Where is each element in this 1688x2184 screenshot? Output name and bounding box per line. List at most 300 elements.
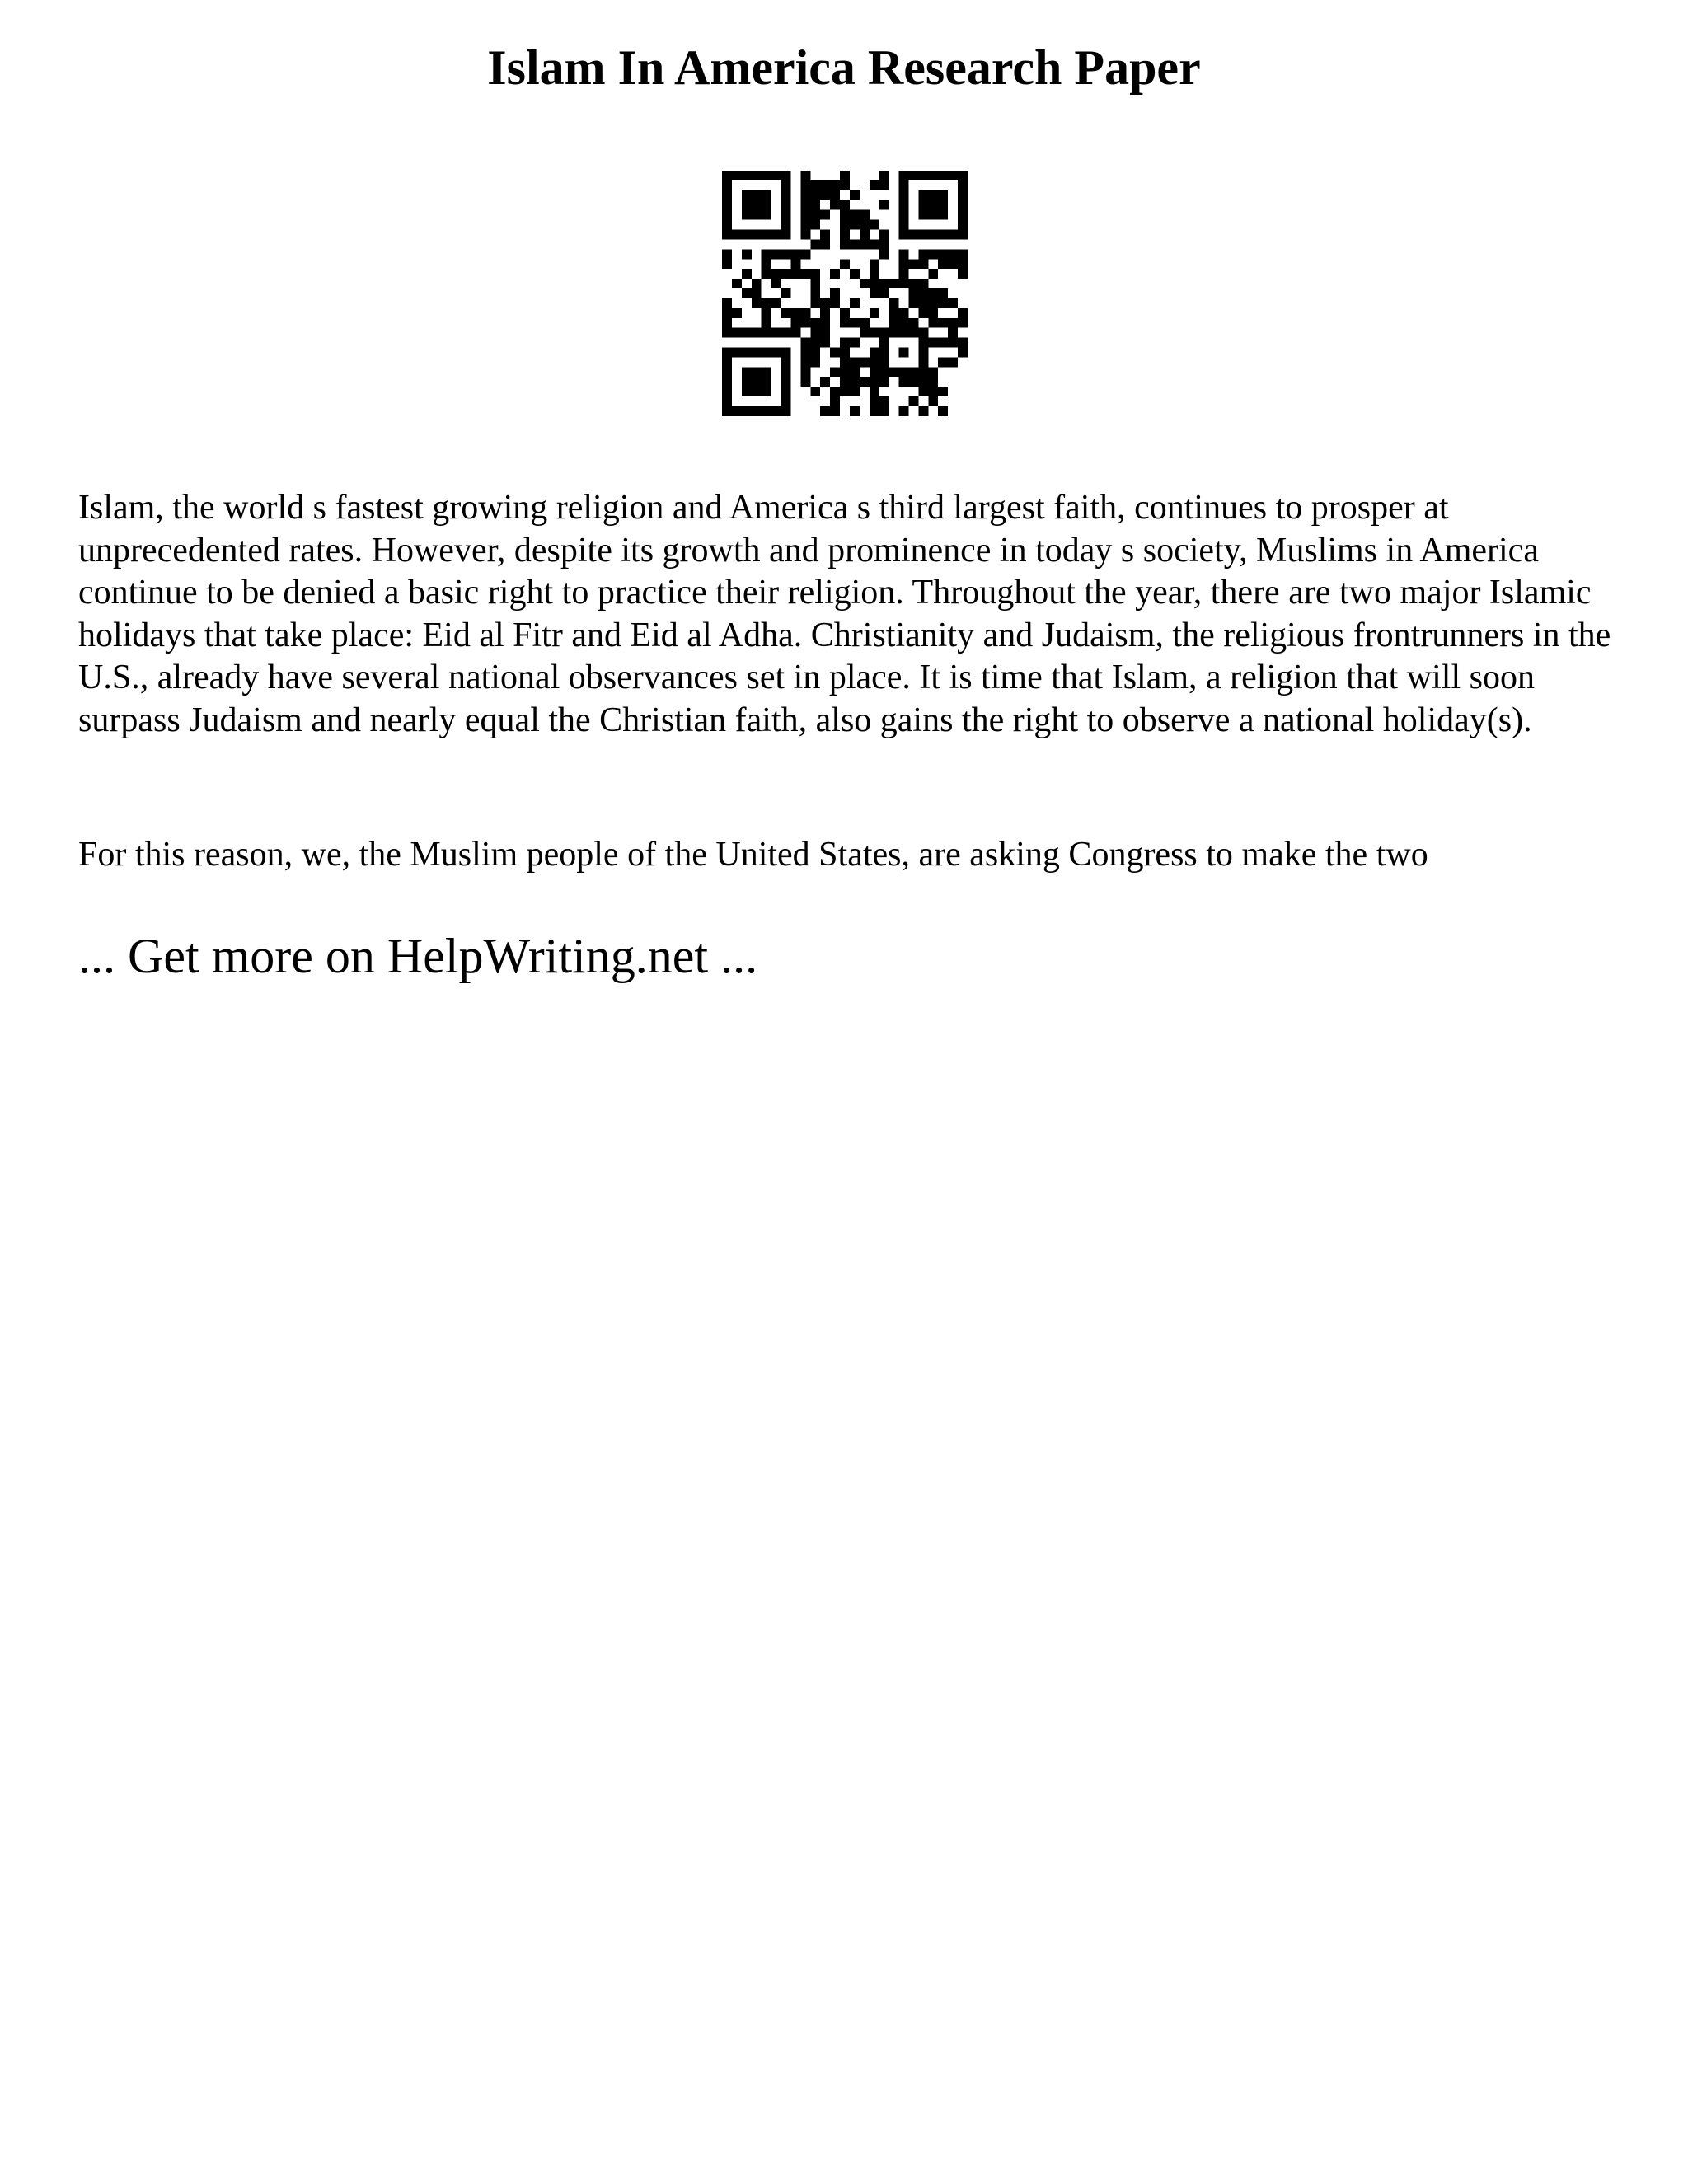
qr-module: [938, 288, 948, 298]
qr-module: [830, 269, 840, 279]
qr-module: [840, 171, 850, 180]
qr-module: [908, 279, 918, 288]
qr-module: [840, 387, 850, 396]
qr-module: [899, 269, 909, 279]
qr-module: [928, 377, 938, 387]
qr-module: [820, 318, 830, 328]
qr-module: [810, 190, 820, 200]
qr-module: [840, 318, 850, 328]
qr-module: [879, 328, 889, 338]
qr-module: [908, 288, 918, 298]
qr-module: [800, 200, 810, 210]
qr-module: [810, 200, 820, 210]
qr-module: [879, 396, 889, 406]
qr-module: [870, 269, 879, 279]
qr-module: [820, 210, 830, 220]
qr-module: [889, 328, 899, 338]
qr-module: [918, 338, 928, 348]
qr-module: [830, 190, 840, 200]
qr-module: [928, 338, 938, 348]
qr-module: [908, 396, 918, 406]
qr-module: [722, 406, 732, 416]
qr-module: [820, 338, 830, 348]
qr-module: [899, 279, 909, 288]
qr-module: [762, 269, 771, 279]
qr-module: [722, 230, 732, 240]
qr-module: [762, 328, 771, 338]
qr-module: [752, 298, 762, 308]
qr-module: [771, 249, 781, 259]
qr-module: [800, 180, 810, 190]
qr-module: [840, 180, 850, 190]
qr-module: [928, 367, 938, 377]
qr-module: [918, 387, 928, 396]
body-paragraph-2: For this reason, we, the Muslim people of the United States, are asking Congress to make the two: [78, 836, 1428, 874]
qr-module: [742, 406, 752, 416]
qr-module: [762, 308, 771, 318]
qr-module: [938, 318, 948, 328]
qr-module: [810, 269, 820, 279]
qr-module: [908, 318, 918, 328]
qr-module: [800, 348, 810, 358]
qr-module: [820, 239, 830, 249]
qr-module: [722, 387, 732, 396]
qr-module: [820, 308, 830, 318]
qr-module: [948, 357, 958, 367]
qr-module: [752, 171, 762, 180]
qr-module: [918, 279, 928, 288]
qr-module: [810, 288, 820, 298]
qr-module: [840, 230, 850, 240]
body-paragraph-1: Islam, the world s fastest growing religion and America s third largest faith, continues to prosper at unprecedented rates. However, despite its growth and prominence in today s society, Muslims in America continue to be denied a basic right to practice their religion. Throughout the year, there are two major Islamic holidays that take place: Eid al Fitr and Eid al Adha. Christianity and Judaism, the religious frontrunners in the U.S., already have several national observances set in place. It is time that Islam, a religion that will soon surpass Judaism and nearly equal the Christian faith, also gains the right to observe a national holiday(s).: [78, 489, 1611, 739]
qr-module: [722, 396, 732, 406]
qr-module: [810, 348, 820, 358]
qr-module: [762, 298, 771, 308]
qr-module: [771, 406, 781, 416]
qr-module: [870, 180, 879, 190]
qr-module: [938, 200, 948, 210]
qr-module: [742, 200, 752, 210]
qr-module: [810, 279, 820, 288]
qr-module: [790, 269, 800, 279]
qr-module: [928, 230, 938, 240]
qr-module: [850, 298, 860, 308]
qr-module: [800, 338, 810, 348]
qr-module: [762, 367, 771, 377]
qr-code-icon[interactable]: [722, 171, 968, 416]
qr-module: [870, 259, 879, 269]
qr-module: [781, 180, 791, 190]
qr-module: [850, 338, 860, 348]
qr-module: [850, 357, 860, 367]
qr-module: [722, 318, 732, 328]
qr-module: [790, 308, 800, 318]
qr-module: [870, 377, 879, 387]
qr-module: [899, 171, 909, 180]
qr-module: [820, 406, 830, 416]
qr-module: [810, 210, 820, 220]
qr-module: [899, 249, 909, 259]
qr-module: [830, 180, 840, 190]
qr-module: [830, 396, 840, 406]
qr-module: [800, 220, 810, 230]
qr-module: [781, 396, 791, 406]
qr-module: [948, 338, 958, 348]
qr-module: [928, 171, 938, 180]
qr-module: [938, 171, 948, 180]
qr-module: [820, 230, 830, 240]
qr-module: [722, 357, 732, 367]
qr-module: [928, 269, 938, 279]
qr-module: [870, 239, 879, 249]
qr-module: [820, 190, 830, 200]
qr-module: [781, 387, 791, 396]
qr-module: [762, 230, 771, 240]
qr-module: [958, 171, 968, 180]
qr-module: [879, 239, 889, 249]
qr-module: [850, 269, 860, 279]
qr-module: [722, 348, 732, 358]
qr-module: [899, 259, 909, 269]
qr-module: [899, 210, 909, 220]
qr-module: [771, 298, 781, 308]
qr-module: [860, 210, 870, 220]
qr-module: [870, 387, 879, 396]
qr-module: [899, 180, 909, 190]
qr-module: [938, 338, 948, 348]
qr-module: [752, 348, 762, 358]
qr-module: [732, 171, 742, 180]
qr-module: [908, 259, 918, 269]
qr-module: [899, 318, 909, 328]
qr-module: [899, 377, 909, 387]
qr-module: [790, 318, 800, 328]
qr-module: [800, 171, 810, 180]
qr-module: [810, 387, 820, 396]
qr-module: [908, 367, 918, 377]
qr-module: [820, 298, 830, 308]
qr-module: [781, 367, 791, 377]
qr-module: [781, 210, 791, 220]
qr-module: [790, 249, 800, 259]
qr-module: [860, 357, 870, 367]
qr-module: [800, 230, 810, 240]
qr-module: [870, 367, 879, 377]
qr-module: [918, 328, 928, 338]
qr-module: [830, 200, 840, 210]
qr-module: [850, 210, 860, 220]
qr-module: [928, 200, 938, 210]
qr-module: [752, 210, 762, 220]
qr-module: [800, 210, 810, 220]
qr-module: [928, 298, 938, 308]
qr-module: [840, 259, 850, 269]
qr-module: [860, 318, 870, 328]
qr-module: [850, 377, 860, 387]
qr-module: [850, 190, 860, 200]
qr-module: [762, 387, 771, 396]
qr-module: [790, 328, 800, 338]
qr-module: [840, 210, 850, 220]
qr-module: [742, 249, 752, 259]
qr-module: [800, 190, 810, 200]
qr-module: [860, 279, 870, 288]
qr-module: [870, 328, 879, 338]
qr-module: [899, 230, 909, 240]
qr-module: [762, 210, 771, 220]
qr-module: [830, 288, 840, 298]
qr-module: [908, 377, 918, 387]
qr-module: [800, 318, 810, 328]
qr-module: [722, 367, 732, 377]
qr-module: [948, 171, 958, 180]
qr-module: [918, 367, 928, 377]
qr-module: [742, 171, 752, 180]
qr-module: [752, 328, 762, 338]
qr-module: [762, 377, 771, 387]
qr-module: [762, 406, 771, 416]
qr-module: [879, 200, 889, 210]
qr-module: [742, 377, 752, 387]
qr-module: [908, 298, 918, 308]
qr-module: [800, 249, 810, 259]
qr-module: [722, 180, 732, 190]
qr-module: [840, 338, 850, 348]
qr-module: [752, 288, 762, 298]
qr-module: [918, 249, 928, 259]
qr-module: [958, 200, 968, 210]
qr-module: [879, 171, 889, 180]
qr-module: [918, 357, 928, 367]
qr-module: [938, 249, 948, 259]
qr-module: [948, 259, 958, 269]
qr-module: [742, 269, 752, 279]
qr-module: [722, 210, 732, 220]
qr-module: [918, 298, 928, 308]
qr-module: [752, 406, 762, 416]
qr-module: [732, 348, 742, 358]
qr-module: [752, 279, 762, 288]
qr-module: [850, 367, 860, 377]
qr-module: [830, 367, 840, 377]
qr-module: [810, 338, 820, 348]
qr-module: [918, 230, 928, 240]
qr-module: [781, 348, 791, 358]
qr-module: [840, 220, 850, 230]
qr-module: [879, 230, 889, 240]
qr-module: [722, 259, 732, 269]
qr-module: [840, 348, 850, 358]
qr-module: [938, 357, 948, 367]
qr-module: [958, 348, 968, 358]
qr-module: [742, 230, 752, 240]
qr-module: [771, 279, 781, 288]
qr-module: [732, 279, 742, 288]
qr-module: [781, 190, 791, 200]
qr-module: [762, 171, 771, 180]
qr-module: [958, 308, 968, 318]
qr-module: [948, 328, 958, 338]
qr-module: [850, 220, 860, 230]
qr-module: [850, 239, 860, 249]
qr-module: [958, 269, 968, 279]
qr-module: [958, 249, 968, 259]
qr-module: [850, 406, 860, 416]
qr-module: [732, 308, 742, 318]
qr-module: [781, 328, 791, 338]
qr-module: [840, 357, 850, 367]
qr-module: [840, 367, 850, 377]
qr-code-graphic: [722, 171, 968, 416]
qr-module: [908, 230, 918, 240]
qr-module: [820, 377, 830, 387]
qr-module: [810, 298, 820, 308]
qr-module: [879, 338, 889, 348]
qr-module: [879, 377, 889, 387]
qr-module: [742, 348, 752, 358]
qr-module: [958, 318, 968, 328]
qr-module: [762, 190, 771, 200]
qr-module: [800, 269, 810, 279]
qr-module: [879, 406, 889, 416]
qr-module: [928, 318, 938, 328]
qr-module: [938, 190, 948, 200]
qr-module: [899, 406, 909, 416]
qr-module: [810, 328, 820, 338]
qr-module: [889, 308, 899, 318]
qr-module: [860, 239, 870, 249]
qr-module: [958, 220, 968, 230]
qr-module: [762, 249, 771, 259]
qr-module: [948, 249, 958, 259]
qr-module: [840, 377, 850, 387]
qr-module: [918, 259, 928, 269]
qr-module: [820, 328, 830, 338]
qr-module: [752, 387, 762, 396]
qr-module: [908, 328, 918, 338]
qr-module: [899, 200, 909, 210]
qr-module: [928, 249, 938, 259]
qr-module: [810, 357, 820, 367]
qr-module: [870, 357, 879, 367]
qr-module: [889, 279, 899, 288]
qr-module: [752, 377, 762, 387]
qr-module: [830, 298, 840, 308]
qr-module: [938, 210, 948, 220]
qr-module: [771, 171, 781, 180]
qr-module: [889, 318, 899, 328]
qr-module: [879, 180, 889, 190]
qr-module: [928, 396, 938, 406]
page-title: Islam In America Research Paper: [487, 40, 1201, 95]
qr-module: [870, 279, 879, 288]
qr-module: [948, 318, 958, 328]
qr-module: [752, 200, 762, 210]
qr-module: [810, 239, 820, 249]
qr-module: [830, 387, 840, 396]
qr-module: [899, 220, 909, 230]
qr-module: [879, 367, 889, 377]
qr-module: [752, 190, 762, 200]
qr-module: [918, 200, 928, 210]
qr-module: [800, 357, 810, 367]
qr-module: [918, 171, 928, 180]
qr-module: [762, 259, 771, 269]
qr-module: [820, 180, 830, 190]
qr-module: [722, 220, 732, 230]
qr-module: [889, 367, 899, 377]
qr-module: [722, 171, 732, 180]
qr-module: [722, 249, 732, 259]
qr-module: [850, 318, 860, 328]
qr-module: [762, 200, 771, 210]
qr-module: [800, 308, 810, 318]
qr-module: [938, 298, 948, 308]
qr-module: [879, 288, 889, 298]
qr-module: [899, 190, 909, 200]
qr-module: [781, 171, 791, 180]
qr-module: [899, 308, 909, 318]
qr-module: [752, 230, 762, 240]
qr-module: [742, 190, 752, 200]
qr-module: [771, 328, 781, 338]
qr-module: [918, 406, 928, 416]
qr-module: [771, 348, 781, 358]
qr-module: [879, 348, 889, 358]
qr-module: [958, 190, 968, 200]
qr-module: [860, 328, 870, 338]
qr-module: [870, 348, 879, 358]
qr-module: [732, 406, 742, 416]
qr-module: [800, 367, 810, 377]
get-more-link[interactable]: ... Get more on HelpWriting.net ...: [78, 929, 758, 983]
qr-module: [810, 318, 820, 328]
qr-module: [860, 220, 870, 230]
qr-module: [830, 348, 840, 358]
qr-module: [840, 200, 850, 210]
qr-module: [918, 288, 928, 298]
qr-module: [781, 308, 791, 318]
qr-module: [781, 230, 791, 240]
qr-module: [762, 318, 771, 328]
qr-module: [722, 200, 732, 210]
qr-module: [870, 288, 879, 298]
qr-module: [938, 259, 948, 269]
qr-module: [860, 377, 870, 387]
qr-module: [948, 298, 958, 308]
qr-module: [781, 357, 791, 367]
qr-module: [781, 269, 791, 279]
qr-module: [879, 249, 889, 259]
qr-module: [958, 180, 968, 190]
qr-module: [722, 377, 732, 387]
qr-module: [800, 377, 810, 387]
qr-module: [860, 230, 870, 240]
qr-module: [742, 210, 752, 220]
qr-module: [840, 239, 850, 249]
qr-module: [958, 259, 968, 269]
qr-module: [840, 308, 850, 318]
qr-module: [850, 387, 860, 396]
qr-module: [830, 406, 840, 416]
qr-module: [870, 396, 879, 406]
qr-module: [899, 328, 909, 338]
qr-module: [918, 308, 928, 318]
qr-module: [938, 406, 948, 416]
qr-module: [958, 210, 968, 220]
qr-module: [938, 230, 948, 240]
qr-module: [918, 348, 928, 358]
